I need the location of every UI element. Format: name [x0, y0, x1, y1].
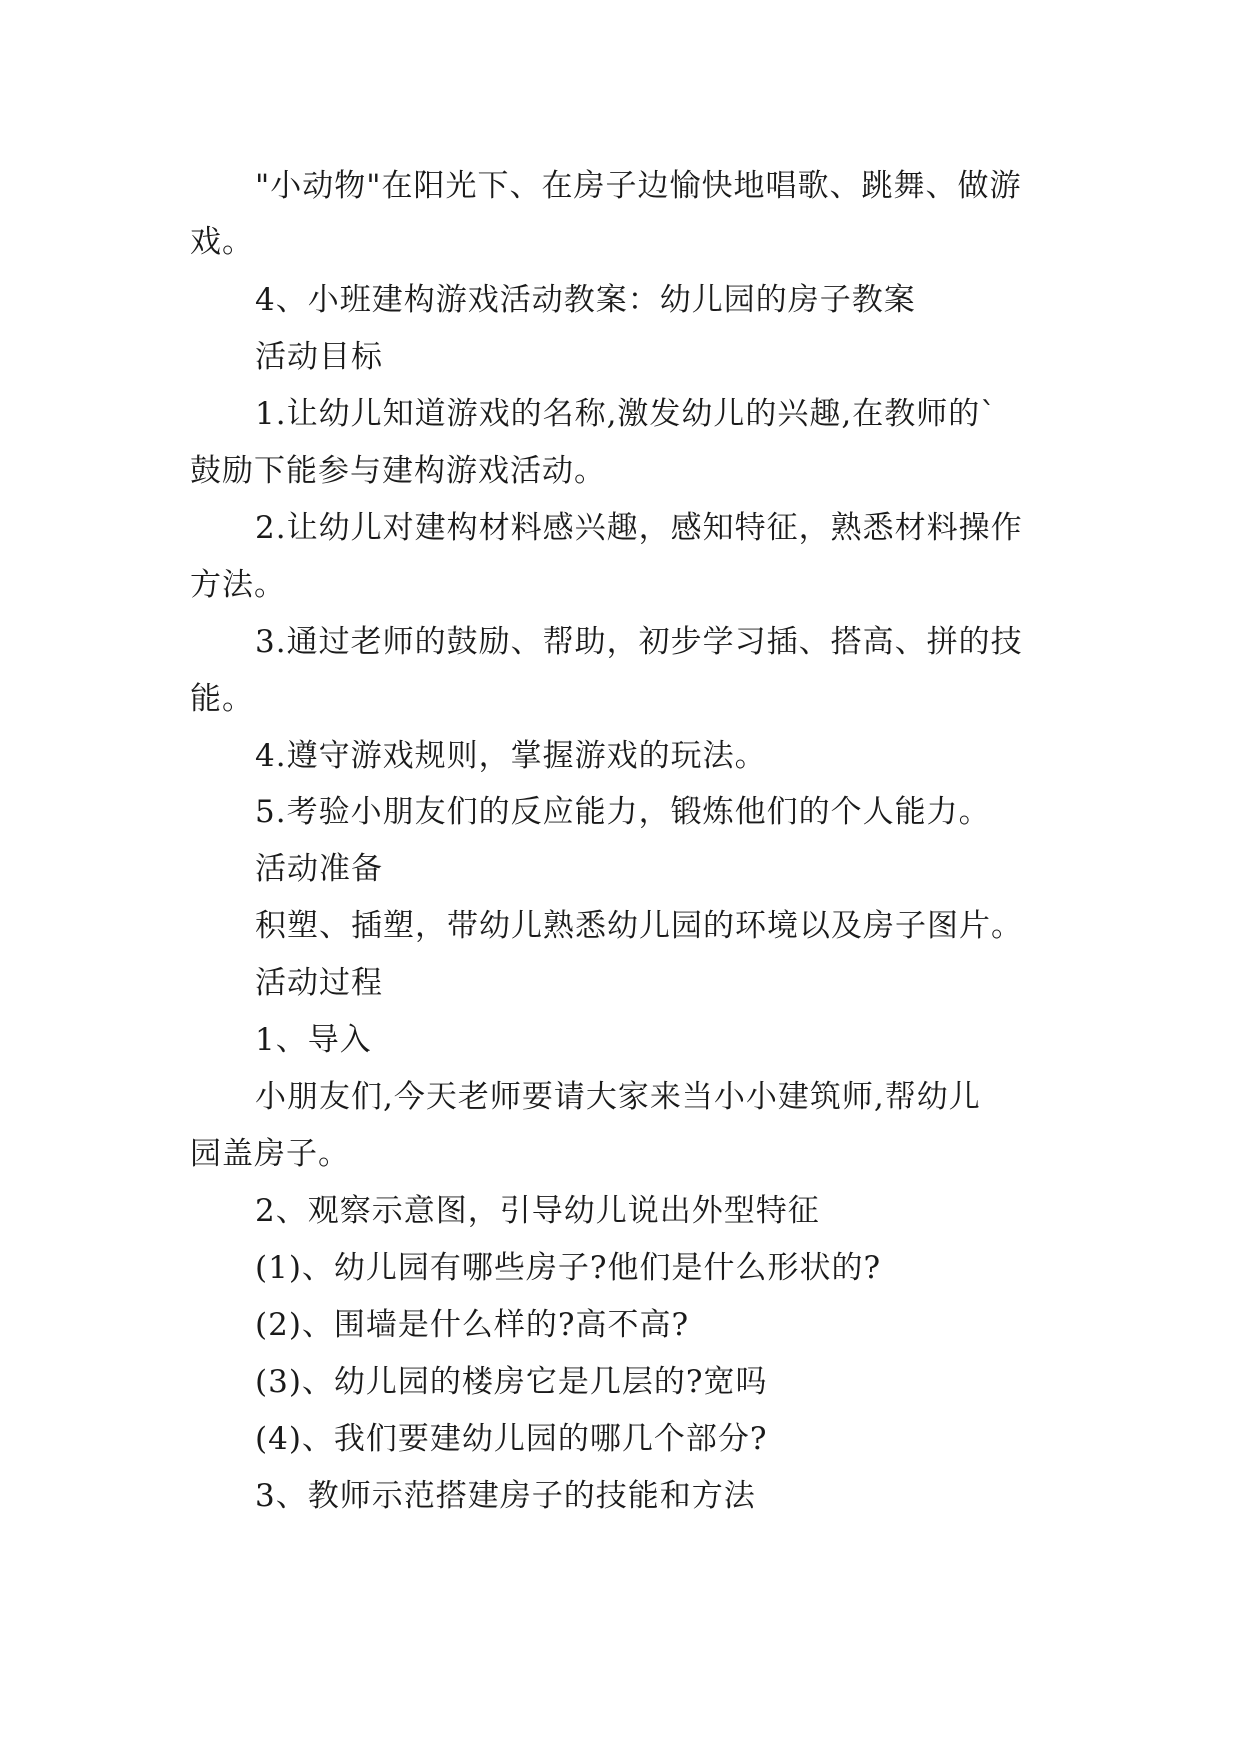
step-heading: 1、导入: [255, 1022, 372, 1058]
question-item: (4)、我们要建幼儿园的哪几个部分?: [255, 1421, 768, 1457]
list-item: 5.考验小朋友们的反应能力，锻炼他们的个人能力。: [255, 794, 991, 830]
subsection-heading: 活动过程: [255, 965, 383, 1001]
paragraph-line: 戏。: [190, 224, 254, 260]
step-heading: 3、教师示范搭建房子的技能和方法: [255, 1478, 756, 1514]
list-item: 3.通过老师的鼓励、帮助，初步学习插、搭高、拼的技: [255, 624, 1023, 660]
section-heading: 4、小班建构游戏活动教案：幼儿园的房子教案: [255, 282, 916, 318]
paragraph-line: 积塑、插塑，带幼儿熟悉幼儿园的环境以及房子图片。: [255, 908, 1023, 944]
paragraph-line: 小朋友们,今天老师要请大家来当小小建筑师,帮幼儿: [255, 1079, 981, 1115]
question-item: (2)、围墙是什么样的?高不高?: [255, 1307, 690, 1343]
paragraph-line: 园盖房子。: [190, 1136, 350, 1172]
subsection-heading: 活动准备: [255, 851, 383, 887]
list-item: 4.遵守游戏规则，掌握游戏的玩法。: [255, 738, 767, 774]
paragraph-line: "小动物"在阳光下、在房子边愉快地唱歌、跳舞、做游: [255, 168, 1022, 204]
list-item-continuation: 方法。: [190, 567, 286, 603]
question-item: (3)、幼儿园的楼房它是几层的?宽吗: [255, 1364, 768, 1400]
list-item-continuation: 能。: [190, 681, 254, 717]
step-heading: 2、观察示意图，引导幼儿说出外型特征: [255, 1193, 820, 1229]
list-item: 1.让幼儿知道游戏的名称,激发幼儿的兴趣,在教师的`: [255, 396, 997, 432]
question-item: (1)、幼儿园有哪些房子?他们是什么形状的?: [255, 1250, 882, 1286]
subsection-heading: 活动目标: [255, 339, 383, 375]
list-item: 2.让幼儿对建构材料感兴趣，感知特征，熟悉材料操作: [255, 510, 1023, 546]
list-item-continuation: 鼓励下能参与建构游戏活动。: [190, 453, 606, 489]
